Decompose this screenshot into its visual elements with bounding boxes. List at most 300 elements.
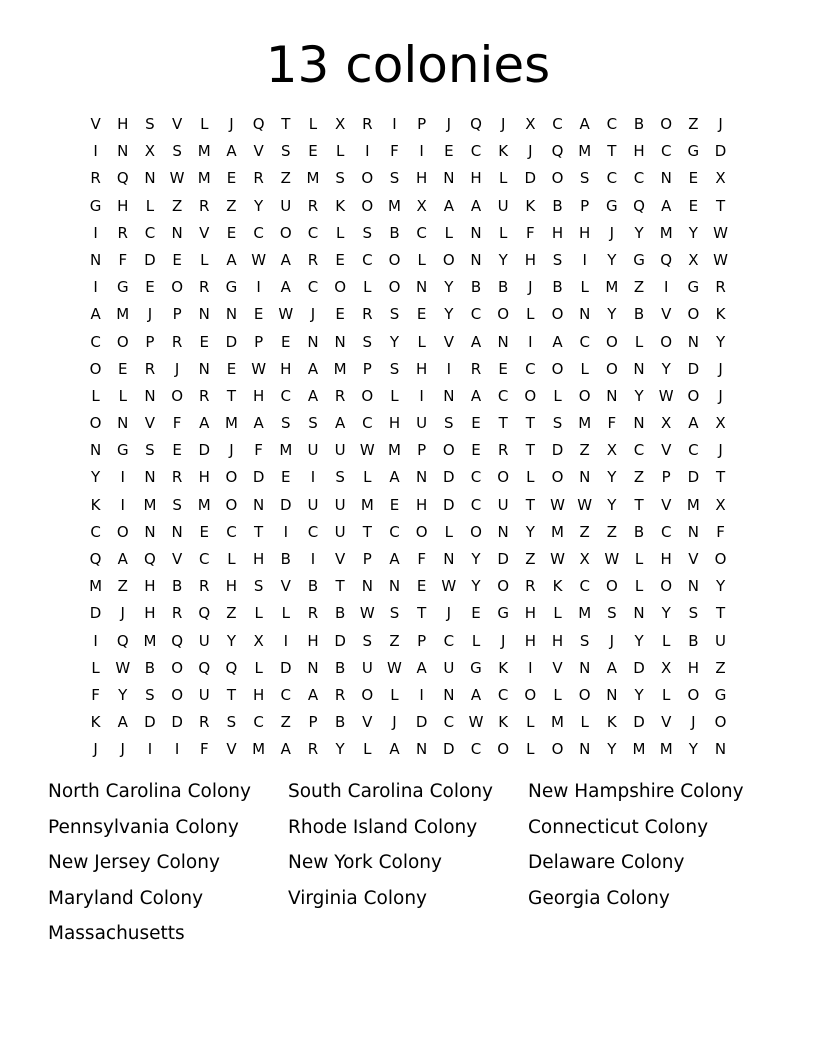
grid-letter: M bbox=[89, 577, 103, 596]
grid-letter: S bbox=[579, 631, 590, 650]
grid-letter: Z bbox=[171, 196, 183, 215]
grid-letter: T bbox=[525, 495, 535, 514]
grid-letter: B bbox=[334, 713, 346, 732]
grid-letter: B bbox=[470, 278, 482, 297]
grid-letter: J bbox=[229, 115, 234, 133]
grid-letter: U bbox=[443, 658, 455, 677]
grid-letter: J bbox=[446, 604, 452, 623]
grid-letter: P bbox=[308, 713, 318, 732]
grid-letter: K bbox=[498, 658, 509, 677]
grid-letter: O bbox=[687, 685, 700, 704]
grid-row bbox=[82, 138, 734, 165]
grid-letter: L bbox=[634, 577, 644, 596]
grid-letter: Y bbox=[634, 685, 644, 704]
grid-letter: M bbox=[197, 169, 211, 188]
grid-letter: C bbox=[307, 278, 319, 297]
grid-letter: C bbox=[606, 115, 618, 133]
grid-letter: L bbox=[526, 713, 535, 732]
grid-letter: R bbox=[334, 386, 346, 405]
grid-letter: C bbox=[579, 332, 590, 351]
grid-letter: X bbox=[688, 250, 699, 269]
grid-row bbox=[82, 492, 734, 519]
grid-letter: O bbox=[714, 713, 727, 732]
grid-letter: T bbox=[226, 386, 237, 405]
grid-letter: J bbox=[718, 115, 723, 133]
grid-letter: H bbox=[144, 577, 156, 596]
grid-letter: A bbox=[280, 740, 291, 759]
grid-letter: J bbox=[229, 441, 234, 460]
grid-letter: M bbox=[578, 414, 592, 433]
grid-letter: O bbox=[361, 169, 374, 188]
grid-letter: W bbox=[713, 223, 728, 242]
grid-letter: E bbox=[172, 250, 182, 269]
grid-letter: A bbox=[470, 685, 482, 704]
grid-letter: C bbox=[443, 631, 455, 650]
grid-letter: Z bbox=[117, 577, 128, 596]
grid-letter: Q bbox=[633, 196, 645, 215]
grid-letter: A bbox=[117, 713, 128, 732]
grid-letter: Z bbox=[715, 658, 726, 677]
grid-letter: C bbox=[307, 522, 319, 541]
grid-letter: U bbox=[361, 658, 373, 677]
grid-letter: O bbox=[470, 522, 482, 541]
grid-letter: N bbox=[307, 658, 319, 677]
grid-letter: E bbox=[471, 441, 481, 460]
grid-letter: Q bbox=[225, 658, 238, 677]
grid-letter: L bbox=[553, 685, 562, 704]
grid-letter: A bbox=[307, 685, 319, 704]
grid-letter: O bbox=[551, 359, 564, 378]
grid-letter: O bbox=[524, 386, 537, 405]
grid-letter: O bbox=[334, 278, 347, 297]
grid-letter: E bbox=[416, 305, 427, 324]
grid-letter: R bbox=[307, 250, 319, 269]
grid-letter: T bbox=[362, 522, 372, 541]
grid-letter: H bbox=[551, 631, 564, 650]
grid-letter: N bbox=[470, 223, 482, 242]
grid-letter: O bbox=[442, 441, 455, 460]
grid-letter: U bbox=[198, 685, 210, 704]
grid-letter: A bbox=[90, 305, 101, 324]
grid-letter: V bbox=[253, 142, 264, 161]
grid-letter: Y bbox=[661, 604, 671, 623]
grid-letter: P bbox=[145, 332, 155, 351]
grid-letter: L bbox=[363, 740, 372, 759]
grid-letter: R bbox=[171, 468, 183, 487]
grid-letter: T bbox=[634, 495, 644, 514]
grid-letter: N bbox=[144, 386, 156, 405]
grid-letter: W bbox=[658, 386, 674, 405]
grid-letter: S bbox=[362, 332, 373, 351]
grid-letter: B bbox=[144, 658, 156, 677]
grid-letter: P bbox=[417, 631, 427, 650]
grid-letter: O bbox=[497, 577, 510, 596]
grid-letter: H bbox=[416, 169, 428, 188]
grid-letter: B bbox=[552, 278, 563, 297]
grid-letter: C bbox=[307, 223, 319, 242]
grid-letter: O bbox=[442, 250, 455, 269]
grid-letter: H bbox=[280, 359, 292, 378]
grid-letter: A bbox=[416, 658, 427, 677]
grid-letter: C bbox=[470, 142, 482, 161]
grid-letter: L bbox=[390, 685, 399, 704]
grid-letter: O bbox=[171, 278, 183, 297]
grid-letter: Y bbox=[607, 495, 617, 514]
grid-letter: D bbox=[443, 740, 455, 759]
grid-letter: L bbox=[390, 386, 399, 405]
word-list-item: Massachusetts bbox=[48, 923, 185, 945]
grid-letter: O bbox=[605, 332, 618, 351]
grid-letter: A bbox=[389, 550, 400, 568]
grid-letter: W bbox=[550, 495, 565, 514]
grid-letter: O bbox=[388, 250, 401, 269]
grid-letter: L bbox=[526, 740, 535, 759]
grid-letter: A bbox=[226, 250, 237, 269]
grid-letter: K bbox=[525, 196, 536, 215]
grid-letter: N bbox=[253, 495, 265, 514]
grid-letter: O bbox=[89, 359, 102, 378]
grid-letter: D bbox=[225, 332, 238, 351]
grid-letter: A bbox=[117, 550, 128, 568]
grid-letter: U bbox=[280, 196, 292, 215]
grid-letter: F bbox=[390, 142, 399, 161]
grid-letter: Y bbox=[607, 305, 617, 324]
grid-letter: H bbox=[307, 631, 319, 650]
grid-letter: M bbox=[388, 196, 401, 215]
grid-letter: Z bbox=[633, 468, 645, 487]
grid-letter: F bbox=[118, 250, 128, 269]
grid-letter: J bbox=[446, 115, 452, 133]
grid-row bbox=[82, 356, 734, 383]
grid-letter: H bbox=[551, 223, 564, 242]
grid-letter: Y bbox=[335, 740, 345, 759]
grid-letter: O bbox=[578, 685, 591, 704]
grid-letter: M bbox=[360, 495, 374, 514]
grid-letter: R bbox=[199, 196, 210, 215]
grid-letter: Y bbox=[715, 577, 726, 596]
grid-letter: L bbox=[662, 631, 671, 650]
grid-letter: N bbox=[225, 305, 238, 324]
word-list-item: South Carolina Colony bbox=[288, 781, 494, 802]
grid-letter: U bbox=[307, 495, 319, 514]
grid-letter: M bbox=[224, 414, 238, 433]
word-list-item: North Carolina Colony bbox=[48, 781, 251, 802]
grid-letter: R bbox=[497, 441, 509, 460]
grid-letter: V bbox=[688, 550, 699, 568]
grid-letter: H bbox=[388, 414, 401, 433]
grid-letter: L bbox=[417, 332, 426, 351]
grid-letter: R bbox=[90, 169, 101, 188]
word-list-item: Rhode Island Colony bbox=[288, 816, 478, 838]
grid-letter: H bbox=[225, 577, 238, 596]
grid-letter: S bbox=[552, 250, 563, 269]
grid-letter: N bbox=[416, 740, 428, 759]
grid-letter: K bbox=[552, 577, 563, 596]
grid-letter: L bbox=[200, 250, 209, 269]
grid-letter: L bbox=[634, 332, 644, 351]
grid-letter: Q bbox=[116, 169, 129, 188]
grid-letter: M bbox=[116, 305, 130, 324]
grid-letter: R bbox=[253, 169, 264, 188]
grid-letter: A bbox=[307, 386, 319, 405]
grid-letter: M bbox=[551, 713, 564, 732]
grid-letter: I bbox=[93, 223, 98, 242]
grid-letter: N bbox=[443, 550, 455, 568]
grid-letter: U bbox=[416, 414, 428, 433]
grid-letter: E bbox=[199, 332, 210, 351]
grid-letter: L bbox=[662, 685, 671, 704]
grid-letter: N bbox=[497, 522, 509, 541]
grid-row bbox=[82, 165, 734, 192]
grid-letter: C bbox=[497, 386, 509, 405]
grid-letter: N bbox=[171, 522, 183, 541]
grid-letter: O bbox=[497, 740, 510, 759]
grid-letter: O bbox=[551, 740, 564, 759]
grid-letter: I bbox=[446, 359, 452, 378]
grid-letter: H bbox=[144, 604, 156, 623]
grid-letter: L bbox=[498, 223, 508, 242]
grid-row bbox=[82, 220, 734, 247]
grid-letter: H bbox=[633, 142, 645, 161]
grid-letter: R bbox=[144, 359, 156, 378]
grid-letter: X bbox=[661, 658, 672, 677]
grid-letter: M bbox=[333, 359, 347, 378]
grid-letter: O bbox=[225, 495, 238, 514]
grid-letter: R bbox=[199, 713, 210, 732]
grid-letter: J bbox=[609, 223, 615, 242]
grid-letter: W bbox=[251, 359, 267, 378]
grid-letter: L bbox=[254, 658, 263, 677]
grid-letter: M bbox=[659, 223, 673, 242]
grid-letter: Y bbox=[389, 332, 400, 351]
grid-letter: S bbox=[444, 414, 454, 433]
grid-letter: N bbox=[89, 250, 102, 269]
grid-letter: U bbox=[497, 495, 509, 514]
grid-letter: O bbox=[605, 359, 618, 378]
grid-letter: L bbox=[580, 359, 589, 378]
grid-letter: P bbox=[172, 305, 182, 324]
grid-letter: W bbox=[251, 250, 267, 269]
grid-letter: H bbox=[687, 658, 699, 677]
grid-letter: C bbox=[226, 522, 237, 541]
grid-letter: V bbox=[335, 550, 346, 568]
grid-letter: J bbox=[120, 740, 125, 759]
grid-letter: M bbox=[279, 441, 293, 460]
word-list-item: New Jersey Colony bbox=[48, 852, 220, 874]
grid-letter: S bbox=[389, 604, 400, 623]
grid-letter: E bbox=[444, 142, 454, 161]
grid-row bbox=[82, 274, 734, 301]
grid-letter: D bbox=[144, 250, 156, 269]
grid-letter: H bbox=[524, 250, 536, 269]
grid-letter: N bbox=[443, 386, 455, 405]
grid-letter: O bbox=[361, 386, 374, 405]
grid-letter: D bbox=[198, 441, 211, 460]
grid-letter: I bbox=[256, 278, 261, 297]
grid-letter: V bbox=[280, 577, 291, 596]
grid-letter: C bbox=[470, 740, 482, 759]
grid-letter: O bbox=[660, 332, 673, 351]
grid-letter: S bbox=[281, 142, 291, 161]
grid-letter: N bbox=[660, 169, 672, 188]
grid-letter: Q bbox=[144, 550, 156, 568]
grid-row bbox=[82, 655, 734, 682]
word-list-item: Maryland Colony bbox=[48, 887, 204, 909]
grid-letter: J bbox=[120, 604, 125, 623]
grid-letter: L bbox=[145, 196, 155, 215]
grid-letter: I bbox=[93, 142, 98, 161]
grid-letter: N bbox=[388, 577, 401, 596]
grid-letter: L bbox=[580, 713, 589, 732]
grid-letter: S bbox=[335, 468, 345, 487]
grid-letter: S bbox=[172, 142, 182, 161]
grid-letter: N bbox=[579, 468, 591, 487]
word-list-item: New York Colony bbox=[288, 852, 442, 874]
grid-letter: Y bbox=[607, 250, 617, 269]
grid-letter: S bbox=[253, 577, 264, 596]
grid-letter: D bbox=[443, 495, 455, 514]
grid-letter: O bbox=[687, 305, 700, 324]
grid-letter: R bbox=[171, 604, 183, 623]
grid-letter: C bbox=[579, 577, 590, 596]
grid-letter: W bbox=[115, 658, 131, 677]
grid-letter: B bbox=[334, 604, 346, 623]
grid-letter: N bbox=[117, 142, 129, 161]
grid-letter: I bbox=[419, 685, 424, 704]
grid-letter: W bbox=[387, 658, 402, 677]
grid-letter: A bbox=[470, 196, 482, 215]
grid-letter: E bbox=[281, 468, 291, 487]
grid-letter: W bbox=[604, 550, 620, 568]
grid-letter: A bbox=[307, 359, 319, 378]
grid-letter: L bbox=[363, 468, 372, 487]
grid-letter: S bbox=[607, 604, 617, 623]
grid-letter: D bbox=[252, 468, 265, 487]
grid-letter: Y bbox=[471, 550, 481, 568]
grid-letter: X bbox=[144, 142, 156, 161]
grid-letter: N bbox=[579, 740, 591, 759]
grid-row bbox=[82, 573, 734, 600]
grid-letter: I bbox=[147, 740, 153, 759]
grid-letter: H bbox=[660, 550, 672, 568]
grid-letter: D bbox=[415, 713, 428, 732]
grid-letter: Y bbox=[118, 685, 128, 704]
grid-letter: N bbox=[334, 332, 346, 351]
grid-letter: R bbox=[199, 577, 210, 596]
grid-letter: Q bbox=[198, 604, 211, 623]
grid-letter: Y bbox=[525, 522, 535, 541]
grid-letter: W bbox=[550, 550, 565, 568]
grid-letter: A bbox=[389, 468, 400, 487]
grid-letter: S bbox=[688, 604, 699, 623]
grid-letter: E bbox=[335, 250, 345, 269]
grid-letter: I bbox=[93, 631, 98, 650]
grid-row bbox=[82, 111, 734, 138]
grid-letter: R bbox=[171, 332, 183, 351]
grid-letter: V bbox=[661, 305, 672, 324]
grid-letter: C bbox=[525, 359, 536, 378]
grid-letter: G bbox=[687, 142, 700, 161]
grid-letter: P bbox=[254, 332, 264, 351]
grid-letter: V bbox=[661, 713, 672, 732]
grid-letter: J bbox=[691, 713, 696, 732]
grid-letter: Y bbox=[688, 740, 698, 759]
grid-letter: C bbox=[280, 685, 292, 704]
grid-letter: L bbox=[417, 250, 426, 269]
grid-letter: E bbox=[498, 359, 508, 378]
grid-letter: R bbox=[334, 685, 346, 704]
grid-letter: N bbox=[361, 577, 373, 596]
grid-letter: H bbox=[252, 685, 265, 704]
grid-row bbox=[82, 709, 734, 736]
word-list-item: Virginia Colony bbox=[288, 887, 428, 909]
grid-letter: Q bbox=[198, 658, 211, 677]
grid-letter: J bbox=[500, 115, 506, 133]
grid-letter: E bbox=[688, 169, 699, 188]
grid-letter: O bbox=[415, 522, 428, 541]
grid-letter: U bbox=[334, 441, 346, 460]
grid-letter: D bbox=[687, 359, 700, 378]
grid-letter: S bbox=[145, 685, 155, 704]
grid-letter: O bbox=[605, 577, 618, 596]
grid-letter: Y bbox=[444, 305, 454, 324]
grid-letter: A bbox=[226, 142, 237, 161]
grid-letter: B bbox=[498, 278, 509, 297]
grid-letter: A bbox=[661, 196, 672, 215]
grid-letter: V bbox=[226, 740, 237, 759]
grid-letter: C bbox=[416, 223, 427, 242]
word-list-item: Connecticut Colony bbox=[528, 816, 709, 838]
grid-letter: W bbox=[278, 305, 294, 324]
grid-letter: L bbox=[471, 631, 481, 650]
grid-letter: X bbox=[661, 414, 672, 433]
grid-letter: S bbox=[389, 359, 400, 378]
grid-letter: C bbox=[144, 223, 156, 242]
grid-letter: L bbox=[444, 522, 453, 541]
grid-letter: R bbox=[199, 386, 210, 405]
grid-letter: S bbox=[281, 414, 291, 433]
grid-row bbox=[82, 464, 734, 491]
grid-letter: B bbox=[688, 631, 699, 650]
grid-letter: Y bbox=[444, 278, 454, 297]
page-title: 13 colonies bbox=[265, 36, 551, 94]
grid-letter: O bbox=[524, 685, 537, 704]
grid-letter: F bbox=[607, 414, 617, 433]
grid-letter: O bbox=[551, 305, 564, 324]
grid-letter: K bbox=[606, 713, 617, 732]
grid-letter: J bbox=[93, 740, 98, 759]
grid-letter: W bbox=[468, 713, 484, 732]
grid-letter: O bbox=[687, 386, 700, 405]
grid-letter: B bbox=[633, 115, 645, 133]
grid-letter: S bbox=[145, 441, 155, 460]
grid-letter: O bbox=[116, 522, 129, 541]
grid-letter: U bbox=[497, 196, 509, 215]
grid-letter: N bbox=[633, 414, 645, 433]
grid-letter: S bbox=[362, 631, 373, 650]
grid-letter: S bbox=[362, 223, 373, 242]
grid-letter: R bbox=[362, 305, 373, 324]
grid-letter: R bbox=[307, 604, 319, 623]
grid-letter: C bbox=[470, 468, 482, 487]
grid-letter: P bbox=[417, 115, 427, 133]
grid-letter: M bbox=[659, 740, 673, 759]
grid-letter: G bbox=[714, 685, 727, 704]
grid-letter: I bbox=[419, 386, 424, 405]
grid-letter: Q bbox=[470, 115, 482, 133]
grid-letter: M bbox=[306, 169, 320, 188]
grid-letter: M bbox=[551, 522, 564, 541]
